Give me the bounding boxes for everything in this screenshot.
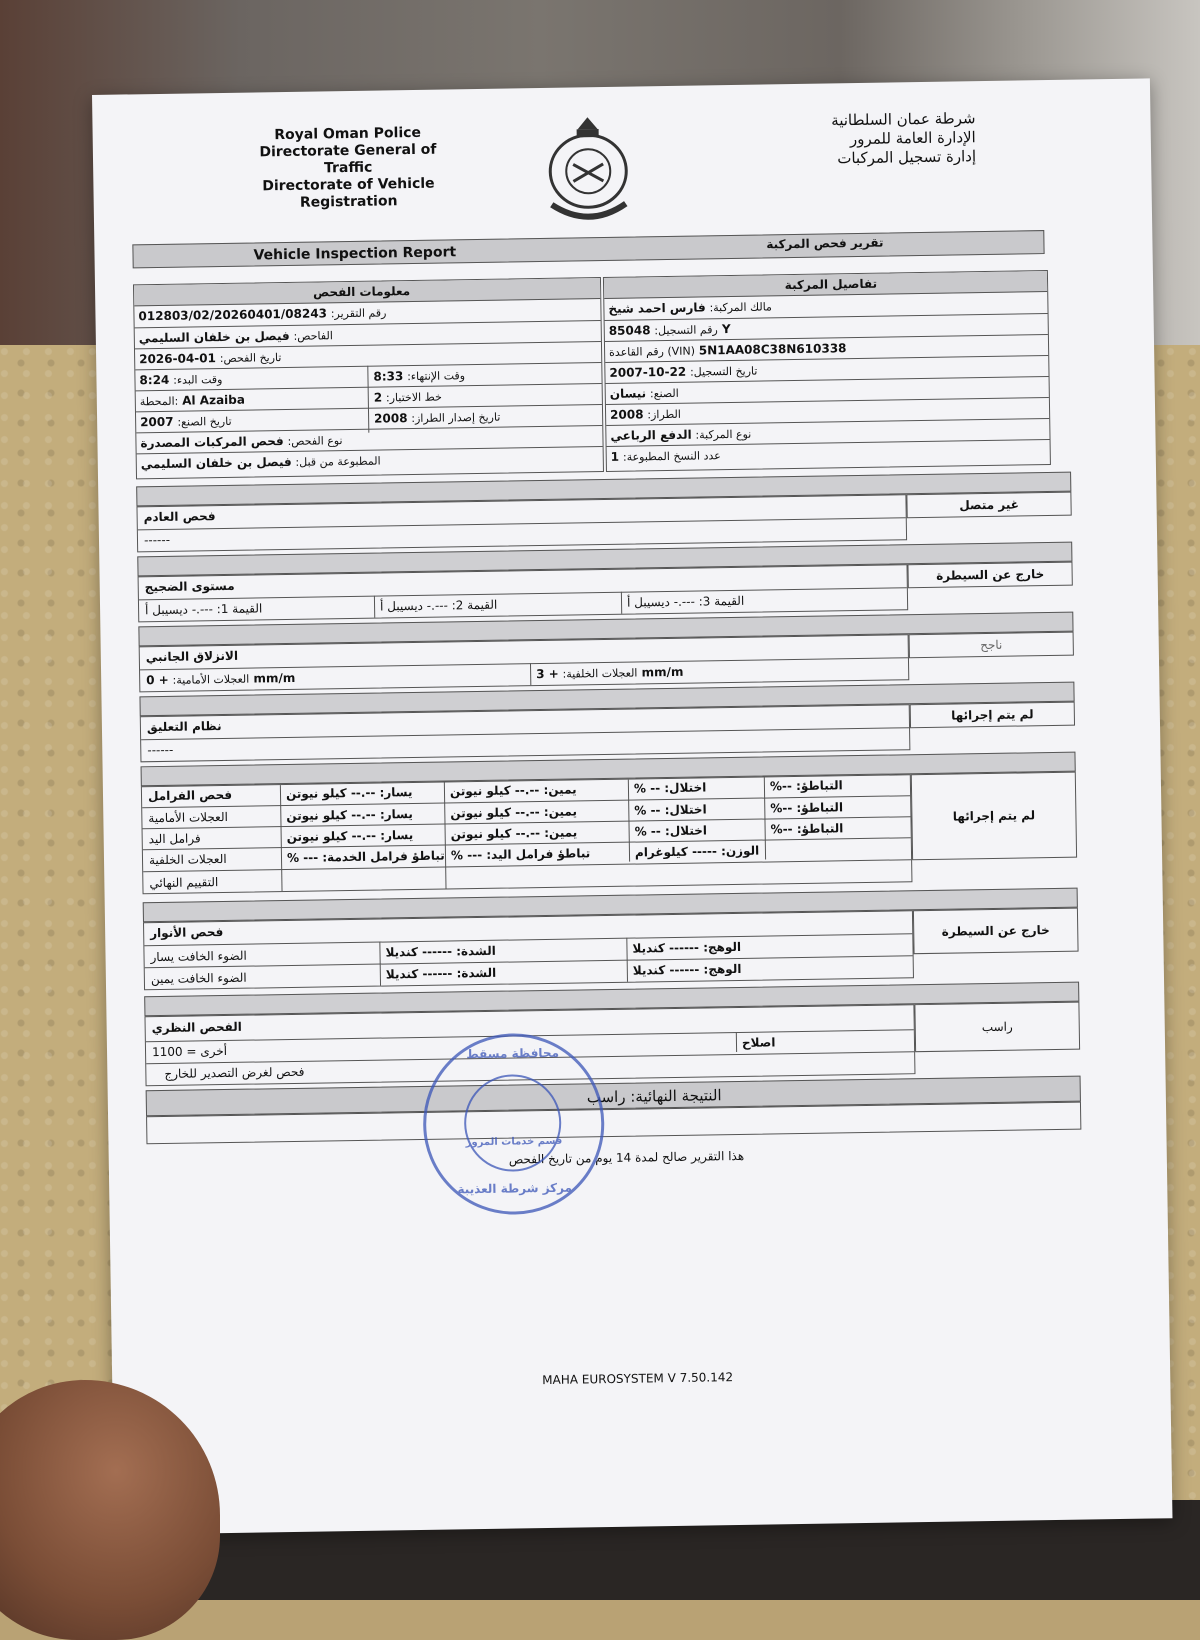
- noise-value-1: القيمة 1: ---.- ديسيبل أ: [144, 601, 263, 618]
- inspection-date-value: 01-04-2026: [139, 351, 217, 367]
- header-ar-line: شرطة عمان السلطانية: [831, 109, 976, 130]
- lights-result: خارج عن السيطرة: [913, 908, 1079, 955]
- copies-value: 1: [610, 449, 620, 464]
- model-issue-label: تاريخ إصدار الطراز:: [411, 410, 501, 426]
- validity-note: هذا التقرير صالح لمدة 14 يوم من تاريخ الفحص: [508, 1148, 745, 1167]
- registration-label: رقم التسجيل:: [654, 323, 718, 338]
- brake-deceleration-value: التباطؤ: --%: [770, 821, 844, 837]
- header-en-line: Directorate General of Traffic: [259, 141, 437, 177]
- suspension-section: [139, 682, 1075, 765]
- brake-right-value: يمين: --.-- كيلو نيوتن: [450, 825, 578, 842]
- suspension-value: ------: [147, 742, 174, 758]
- light-intensity-value: الشدة: ------ كنديلا: [385, 943, 496, 960]
- suspension-title: نظام التعليق: [146, 719, 222, 735]
- inspection-info-table: [133, 277, 604, 479]
- header-en-line: Registration: [299, 193, 398, 211]
- registration-value: 85048 Y: [608, 321, 731, 338]
- brakes-section: [141, 752, 1078, 897]
- vehicle-type-value: الدفع الرباعي: [610, 427, 692, 443]
- vehicle-type-label: نوع المركبة:: [695, 427, 752, 442]
- owner-value: فارس احمد شيخ: [608, 300, 706, 316]
- visual-other-value: أخرى = 1100: [151, 1043, 228, 1060]
- sideslip-rear-label: العجلات الخلفية:: [562, 666, 638, 681]
- weight-value: الوزن: ----- كيلوغرام: [634, 843, 760, 860]
- noise-value-2: القيمة 2: ---.- ديسيبل أ: [379, 597, 498, 614]
- make-label: الصنع:: [649, 386, 679, 401]
- brake-final-label: التقييم النهائي: [149, 875, 219, 891]
- brake-left-value: يسار: --.-- كيلو نيوتن: [286, 807, 413, 824]
- light-glare-value: الوهج: ------ كنديلا: [632, 939, 742, 956]
- visual-repair-value: اصلاح: [741, 1035, 776, 1050]
- station-value: Al Azaiba: [182, 392, 246, 408]
- header-english: [233, 124, 464, 213]
- lane-value: 2: [373, 390, 383, 405]
- stamp-top-text: محافظة مسقط: [466, 1045, 560, 1062]
- inspection-date-label: تاريخ الفحص:: [219, 351, 282, 366]
- hand-brake-decel-value: تباطؤ فرامل اليد: --- %: [450, 846, 591, 863]
- header-en-line: Directorate of Vehicle: [262, 175, 435, 195]
- service-brake-decel-value: تباطؤ فرامل الخدمة: --- %: [286, 848, 445, 866]
- visual-title: الفحص النظري: [151, 1019, 242, 1036]
- noise-result: خارج عن السيطرة: [907, 562, 1072, 589]
- exhaust-value: ------: [143, 532, 171, 548]
- sideslip-title: الانزلاق الجانبي: [145, 648, 239, 665]
- light-intensity-value: الشدة: ------ كنديلا: [385, 965, 497, 982]
- noise-value-3: القيمة 3: ---.- ديسيبل أ: [626, 593, 745, 610]
- sideslip-section: [138, 612, 1074, 695]
- brake-deceleration-value: التباطؤ: --%: [769, 778, 843, 794]
- owner-label: مالك المركبة:: [709, 300, 772, 315]
- brakes-title: فحص الفرامل: [147, 787, 233, 804]
- brake-row-label: العجلات الخلفية: [148, 851, 227, 868]
- light-row-label: الضوء الخافت يمين: [150, 970, 247, 987]
- printed-by-label: المطبوعة من قبل:: [295, 454, 381, 469]
- exhaust-section: [136, 472, 1072, 555]
- light-row-label: الضوء الخافت يسار: [150, 948, 247, 965]
- end-time-label: وقت الإنتهاء:: [407, 369, 466, 384]
- brake-imbalance-value: اختلال: -- %: [633, 780, 707, 796]
- start-time-value: 8:24: [139, 372, 170, 388]
- brake-left-value: يسار: --.-- كيلو نيوتن: [285, 785, 413, 802]
- sideslip-rear-value: + 3 mm/m: [536, 664, 684, 682]
- stamp-emblem-icon: [463, 1074, 562, 1173]
- brake-imbalance-value: اختلال: -- %: [634, 823, 708, 839]
- manufacture-date-value: 2007: [140, 414, 174, 430]
- header-ar-line: الإدارة العامة للمرور: [849, 128, 976, 149]
- report-no-value: 012803/02/20260401/08243: [138, 306, 328, 324]
- start-time-label: وقت البدء:: [173, 372, 223, 387]
- inspector-value: فيصل بن خلفان السليمي: [138, 328, 290, 346]
- header-ar-line: إدارة تسجيل المركبات: [837, 147, 977, 168]
- vehicle-details-table: [603, 270, 1051, 472]
- footer-version: MAHA EUROSYSTEM V 7.50.142: [542, 1370, 734, 1388]
- printed-by-value: فيصل بن خلفان السليمي: [140, 454, 292, 472]
- brake-imbalance-value: اختلال: -- %: [634, 802, 707, 818]
- visual-section: [144, 982, 1080, 1089]
- final-result-text: النتيجة النهائية: راسب: [586, 1086, 722, 1107]
- brake-right-value: يمين: --.-- كيلو نيوتن: [450, 804, 578, 821]
- vehicle-details-heading: تفاصيل المركبة: [784, 276, 878, 293]
- model-label: الطراز:: [647, 407, 682, 422]
- inspection-type-label: نوع الفحص:: [287, 434, 343, 448]
- station-label: المحطة:: [139, 394, 179, 409]
- suspension-result: لم يتم إجرائها: [910, 702, 1075, 729]
- manufacture-date-label: تاريخ الصنع:: [177, 414, 232, 429]
- inspection-report-paper: [92, 78, 1172, 1534]
- noise-section: [137, 542, 1073, 625]
- exhaust-result: غير متصل: [906, 492, 1071, 519]
- brake-row-label: فرامل اليد: [148, 831, 201, 847]
- light-glare-value: الوهج: ------ كنديلا: [632, 961, 742, 978]
- lights-title: فحص الأنوار: [150, 925, 224, 941]
- lane-label: خط الاختبار:: [385, 390, 442, 405]
- inspector-label: الفاحص:: [293, 329, 333, 343]
- model-issue-value: 2008: [374, 411, 408, 426]
- royal-oman-police-emblem-icon: [532, 108, 644, 225]
- vin-label: رقم القاعدة (VIN): [609, 344, 696, 359]
- report-title-en: Vehicle Inspection Report: [253, 244, 457, 264]
- sideslip-front-label: العجلات الأمامية:: [172, 672, 250, 687]
- brakes-result: لم يتم إجرائها: [911, 772, 1077, 861]
- model-value: 2008: [609, 407, 644, 422]
- brake-deceleration-value: التباطؤ: --%: [770, 800, 844, 816]
- lights-section: [143, 888, 1079, 993]
- brake-right-value: يمين: --.-- كيلو نيوتن: [449, 782, 577, 799]
- inspection-info-heading: معلومات الفحص: [312, 284, 411, 300]
- header-arabic: [735, 109, 976, 170]
- report-title-ar: تقرير فحص المركبة: [766, 235, 884, 252]
- sideslip-front-value: + 0 mm/m: [146, 670, 296, 688]
- exhaust-title: فحص العادم: [143, 509, 216, 525]
- brake-row-label: العجلات الأمامية: [148, 809, 229, 826]
- noise-title: مستوى الضجيج: [144, 578, 235, 595]
- visual-result: راسب: [914, 1002, 1080, 1053]
- inspection-type-value: فحص المركبات المصدرة: [140, 434, 284, 451]
- vin-value: 5N1AA08C38N610338: [698, 341, 847, 358]
- make-value: نيسان: [609, 386, 647, 401]
- police-stamp: [422, 1032, 606, 1216]
- brake-left-value: يسار: --.-- كيلو نيوتن: [286, 828, 414, 845]
- stamp-bottom-text: مركز شرطة العذيبة: [457, 1180, 573, 1197]
- report-no-label: رقم التقرير:: [330, 306, 387, 321]
- copies-label: عدد النسخ المطبوعة:: [622, 449, 721, 464]
- header-en-line: Royal Oman Police: [274, 124, 422, 144]
- sideslip-result: ناجح: [909, 632, 1074, 659]
- stamp-middle-text: قسم خدمات المرور: [465, 1135, 563, 1149]
- end-time-value: 8:33: [373, 369, 404, 384]
- visual-note: فحص لغرض التصدير للخارج: [164, 1064, 305, 1081]
- registration-date-value: 22-10-2007: [609, 364, 687, 380]
- report-title-bar: [132, 230, 1044, 268]
- registration-date-label: تاريخ التسجيل:: [689, 364, 758, 379]
